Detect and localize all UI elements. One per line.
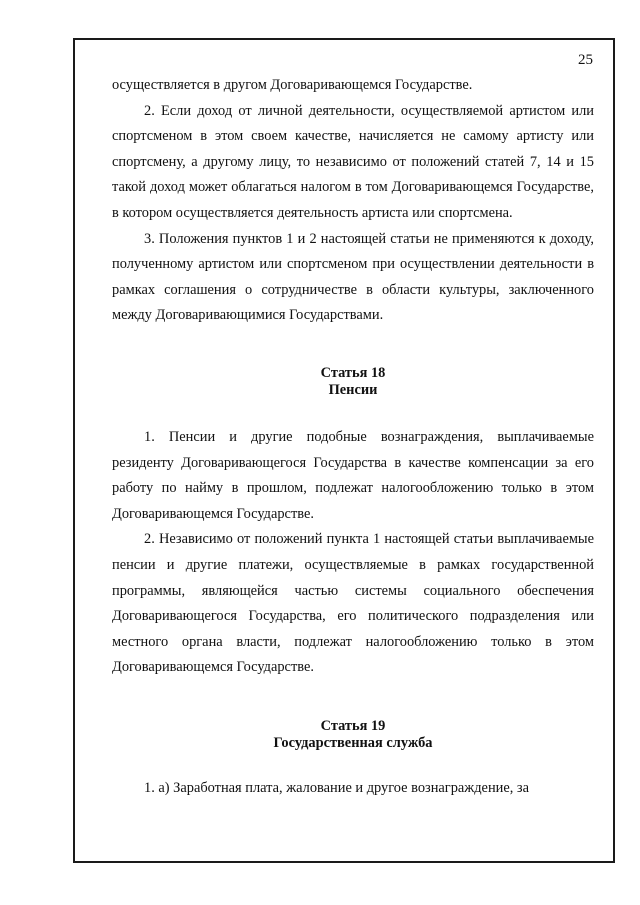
- article19-heading: [112, 718, 594, 752]
- article19-title: Государственная служба: [273, 734, 433, 751]
- article18-paragraph-1: 1. Пенсии и другие подобные вознаграждения, выплачиваемые резиденту Договаривающегося Государства в качестве компенсации за его работу по найму в прошлом, подлежат налогообложению только в этом Договаривающемся Государстве.: [112, 428, 594, 522]
- article19-paragraph-1: 1. а) Заработная плата, жалование и другое вознаграждение, за: [144, 779, 530, 796]
- article19-number: Статья 19: [320, 717, 386, 734]
- article18-title: Пенсии: [328, 381, 378, 398]
- article18-heading: [112, 365, 594, 399]
- article17-paragraph-2: 2. Если доход от личной деятельности, осуществляемой артистом или спортсменом в этом своем качестве, начисляется не самому артисту или спортсмену, а другому лицу, то независимо от положений статей 7, 14 и 15 такой доход может облагаться налогом в том Договаривающемся Государстве, в котором осуществляется деятельность артиста или спортсмена.: [112, 102, 594, 221]
- article17-paragraph-3: 3. Положения пунктов 1 и 2 настоящей статьи не применяются к доходу, полученному артистом или спортсменом при осуществлении деятельности в рамках соглашения о сотрудничестве в области культуры, заключенного между Договаривающимися Государствами.: [112, 230, 594, 324]
- article18-number: Статья 18: [320, 364, 386, 381]
- page-number: 25: [578, 52, 593, 68]
- article17-continuation: осуществляется в другом Договаривающемся Государстве.: [112, 77, 473, 93]
- document-body: [112, 73, 594, 801]
- article18-paragraph-2: 2. Независимо от положений пункта 1 настоящей статьи выплачиваемые пенсии и другие платежи, осуществляемые в рамках государственной программы, являющейся частью системы социального обеспечения Договаривающегося Государства, его политического подразделения или местного органа власти, подлежат налогообложению только в этом Договаривающемся Государстве.: [112, 531, 594, 676]
